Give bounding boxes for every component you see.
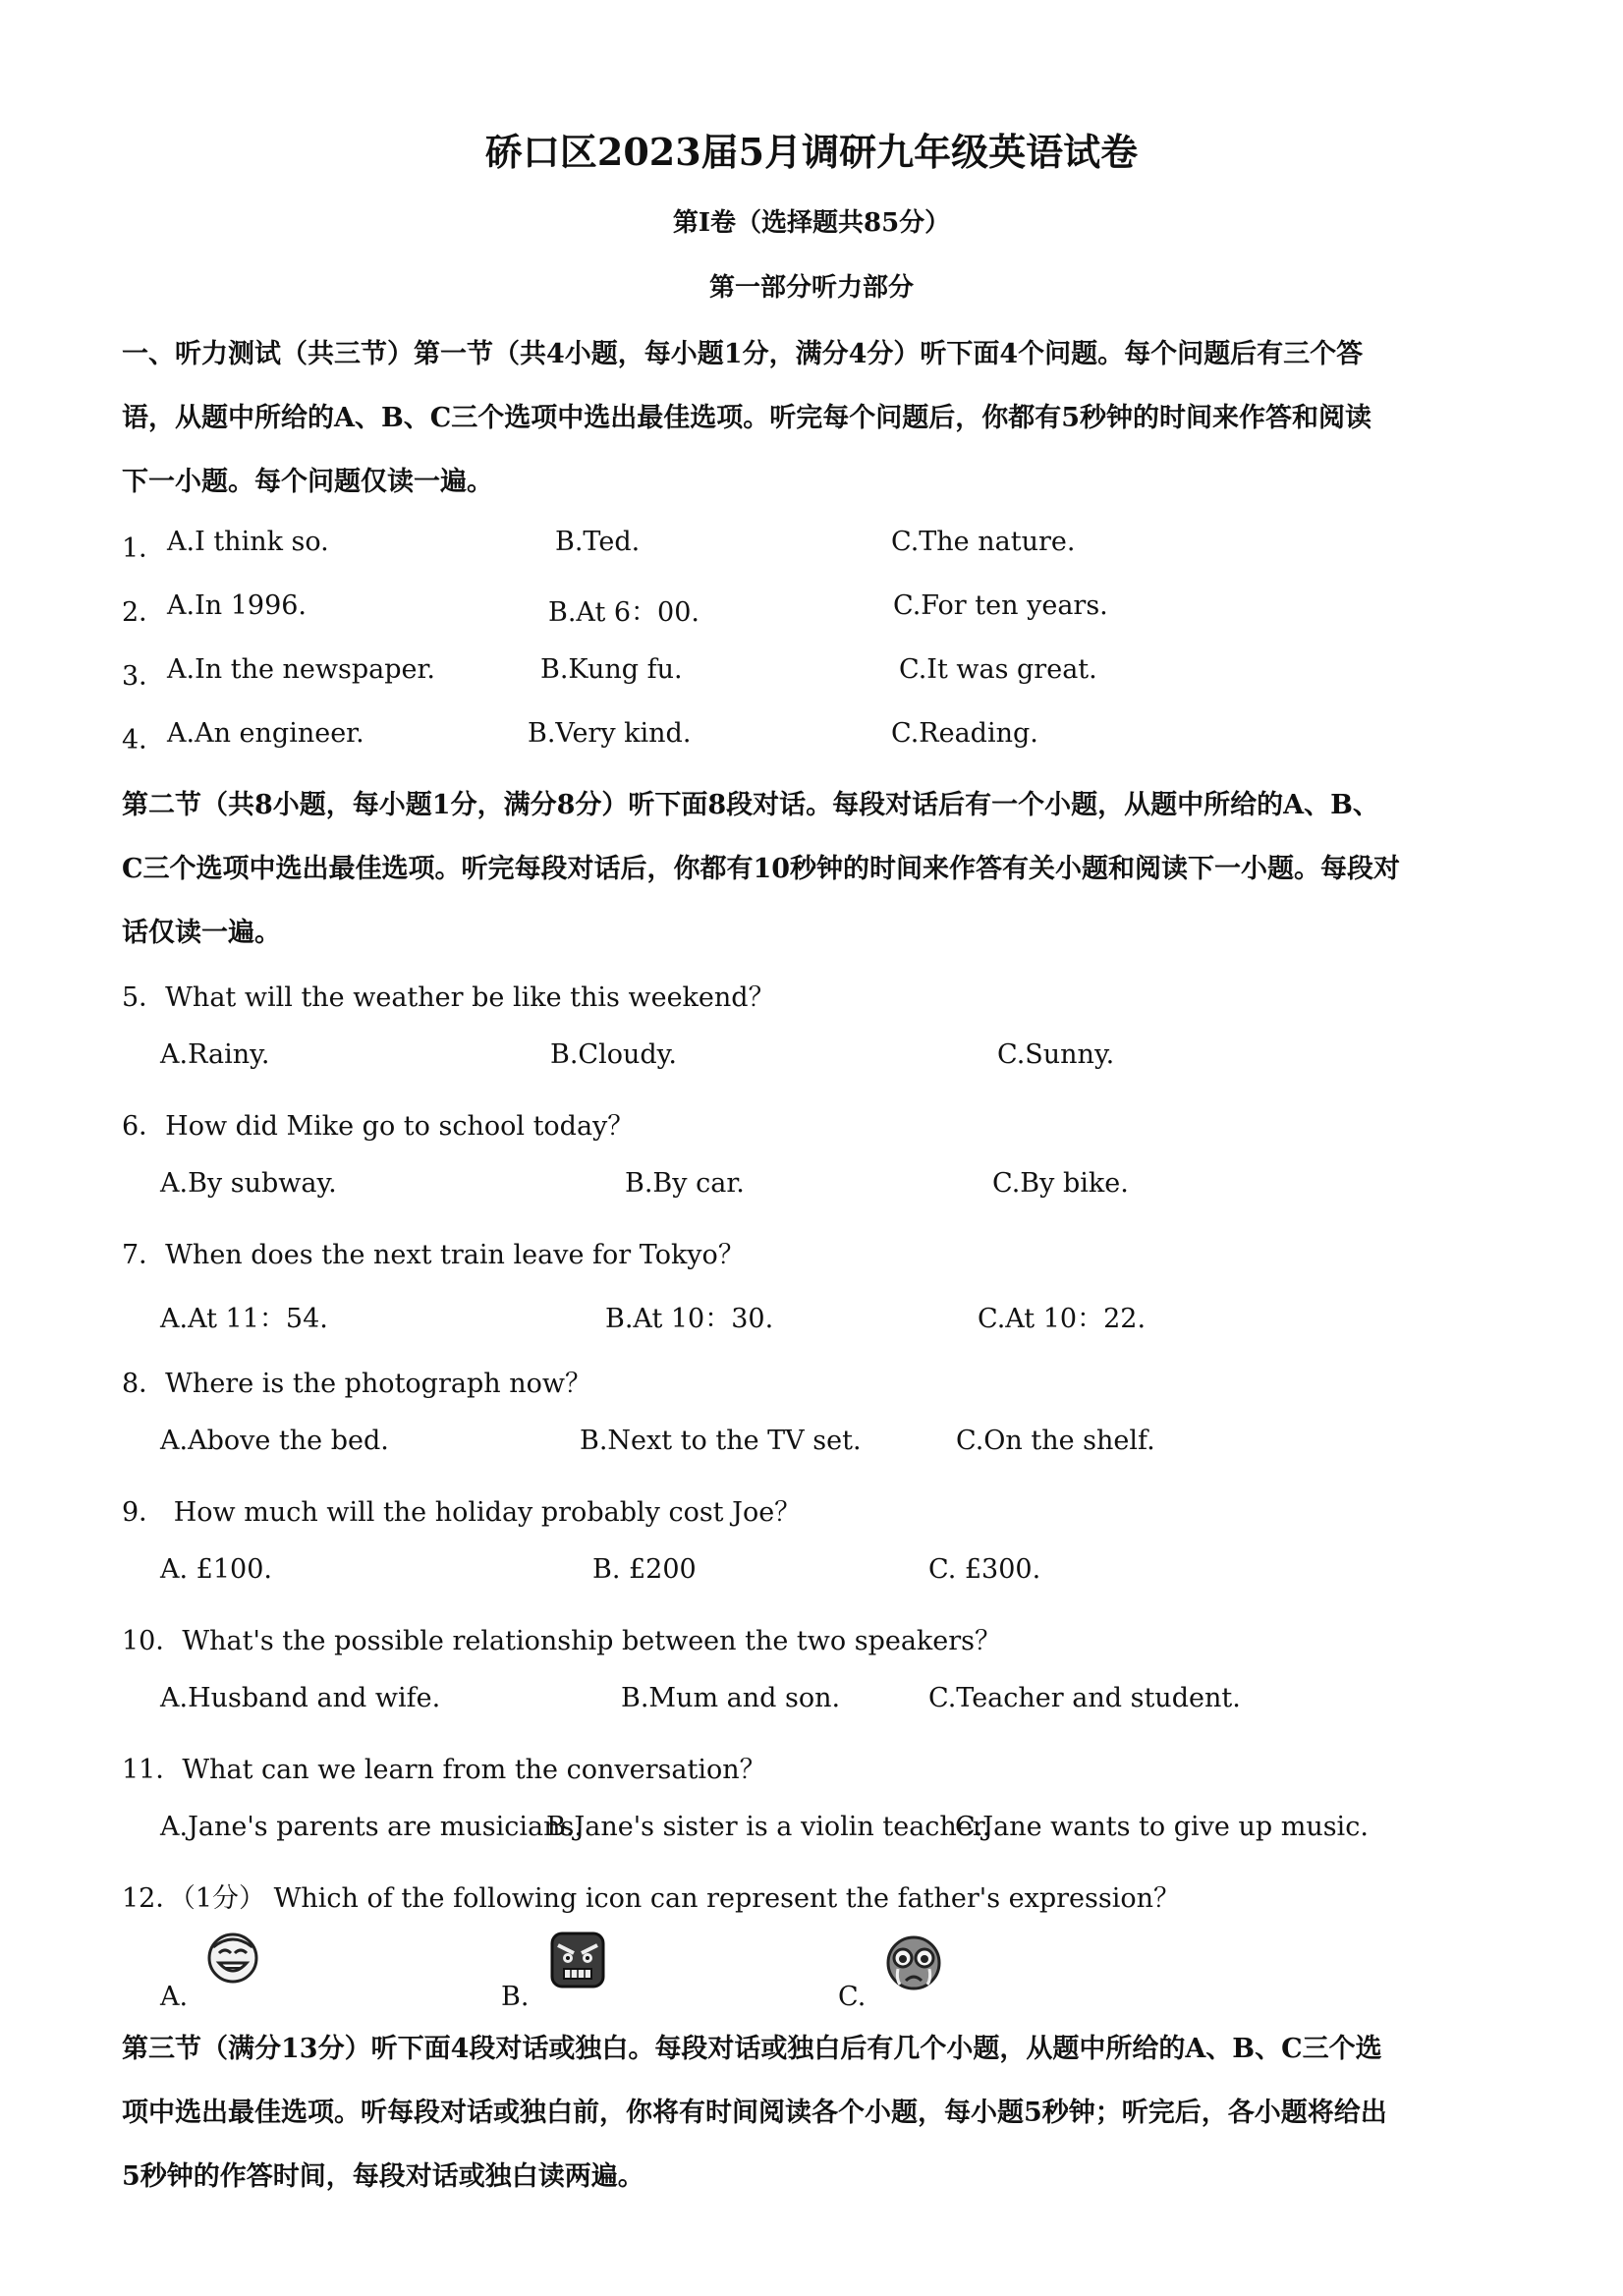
question-stem: 7．When does the next train leave for Tokyo？ xyxy=(122,1240,745,1270)
question-number: 2． xyxy=(122,597,166,628)
option-c: C.Sunny. xyxy=(997,1039,1115,1070)
option-a: A. xyxy=(160,1982,189,2012)
option-b: B.Cloudy. xyxy=(550,1039,677,1070)
option-a: A. £100. xyxy=(160,1554,272,1585)
crying-face-icon xyxy=(882,1932,945,1998)
option-a: A.In the newspaper. xyxy=(167,654,436,685)
page-title: 硚口区2023届5月调研九年级英语试卷 xyxy=(484,130,1139,174)
section2-instruction-line-1: 第二节（共8小题，每小题1分，满分8分）听下面8段对话。每段对话后有一个小题，从题中所给的A、B、 xyxy=(122,790,1379,820)
question-stem: 6．How did Mike go to school today？ xyxy=(122,1111,635,1142)
section1-instruction-line-3: 下一小题。每个问题仅读一遍。 xyxy=(122,467,493,497)
option-b: B.Ted. xyxy=(555,527,641,557)
option-b: B. xyxy=(501,1982,530,2012)
paper-subtitle: 第I卷（选择题共85分） xyxy=(672,208,951,238)
option-c: C. xyxy=(838,1982,867,2012)
question-stem: 10．What's the possible relationship between the two speakers？ xyxy=(122,1626,1002,1656)
option-a: A.Rainy. xyxy=(160,1039,270,1070)
question-number: 3． xyxy=(122,661,166,692)
option-b: B.Next to the TV set. xyxy=(580,1426,862,1456)
section1-instruction-line-2: 语，从题中所给的A、B、C三个选项中选出最佳选项。听完每个问题后，你都有5秒钟的时间来作答和阅读 xyxy=(122,403,1372,433)
option-c: C.For ten years. xyxy=(893,590,1108,621)
question-stem: 12．（1分） Which of the following icon can represent the father's expression？ xyxy=(122,1883,1181,1914)
option-c: C.On the shelf. xyxy=(956,1426,1155,1456)
question-stem: 11．What can we learn from the conversation？ xyxy=(122,1755,766,1785)
question-number: 4． xyxy=(122,725,166,756)
option-a: A.Husband and wife. xyxy=(160,1683,441,1713)
option-c: C.Reading. xyxy=(891,718,1038,749)
option-c: C.It was great. xyxy=(899,654,1097,685)
option-c: C. £300. xyxy=(928,1554,1041,1585)
option-c: C.By bike. xyxy=(992,1168,1129,1199)
section3-instruction-line-3: 5秒钟的作答时间，每段对话或独白读两遍。 xyxy=(122,2161,644,2192)
section3-instruction-line-2: 项中选出最佳选项。听每段对话或独白前，你将有时间阅读各个小题，每小题5秒钟；听完后，各小题将给出 xyxy=(122,2098,1387,2128)
option-b: B.Very kind. xyxy=(528,718,692,749)
option-b: B.At 6：00. xyxy=(548,597,700,628)
smiling-face-icon xyxy=(201,1926,264,1992)
section1-instruction-line-1: 一、听力测试（共三节）第一节（共4小题，每小题1分，满分4分）听下面4个问题。每个问题后有三个答 xyxy=(122,339,1364,369)
option-a: A.An engineer. xyxy=(167,718,364,749)
question-stem: 9． How much will the holiday probably cost Joe？ xyxy=(122,1497,802,1528)
part-heading: 第一部分听力部分 xyxy=(708,273,914,303)
option-a: A.By subway. xyxy=(160,1168,337,1199)
option-a: A.I think so. xyxy=(167,527,329,557)
question-number: 1． xyxy=(122,533,166,564)
option-b: B.Kung fu. xyxy=(540,654,683,685)
section2-instruction-line-2: C三个选项中选出最佳选项。听完每段对话后，你都有10秒钟的时间来作答有关小题和阅读下一小题。每段对 xyxy=(122,854,1401,884)
option-c: C.The nature. xyxy=(891,527,1076,557)
option-c: C.At 10：22. xyxy=(978,1304,1147,1334)
option-b: B.By car. xyxy=(625,1168,745,1199)
option-c: C.Jane wants to give up music. xyxy=(955,1812,1369,1842)
angry-face-icon xyxy=(546,1928,609,1994)
option-a: A.Jane's parents are musicians. xyxy=(160,1812,583,1842)
option-a: A.Above the bed. xyxy=(160,1426,389,1456)
option-b: B. £200 xyxy=(592,1554,697,1585)
option-b: B.Mum and son. xyxy=(621,1683,841,1713)
option-b: B.Jane's sister is a violin teacher. xyxy=(546,1812,991,1842)
option-c: C.Teacher and student. xyxy=(928,1683,1241,1713)
question-stem: 8．Where is the photograph now？ xyxy=(122,1369,591,1399)
section2-instruction-line-3: 话仅读一遍。 xyxy=(122,918,281,948)
question-stem: 5．What will the weather be like this weekend？ xyxy=(122,982,775,1013)
option-a: A.At 11：54. xyxy=(160,1304,328,1334)
option-a: A.In 1996. xyxy=(167,590,308,621)
option-b: B.At 10：30. xyxy=(605,1304,774,1334)
section3-instruction-line-1: 第三节（满分13分）听下面4段对话或独白。每段对话或独白后有几个小题，从题中所给的A、B、C三个选 xyxy=(122,2034,1382,2064)
